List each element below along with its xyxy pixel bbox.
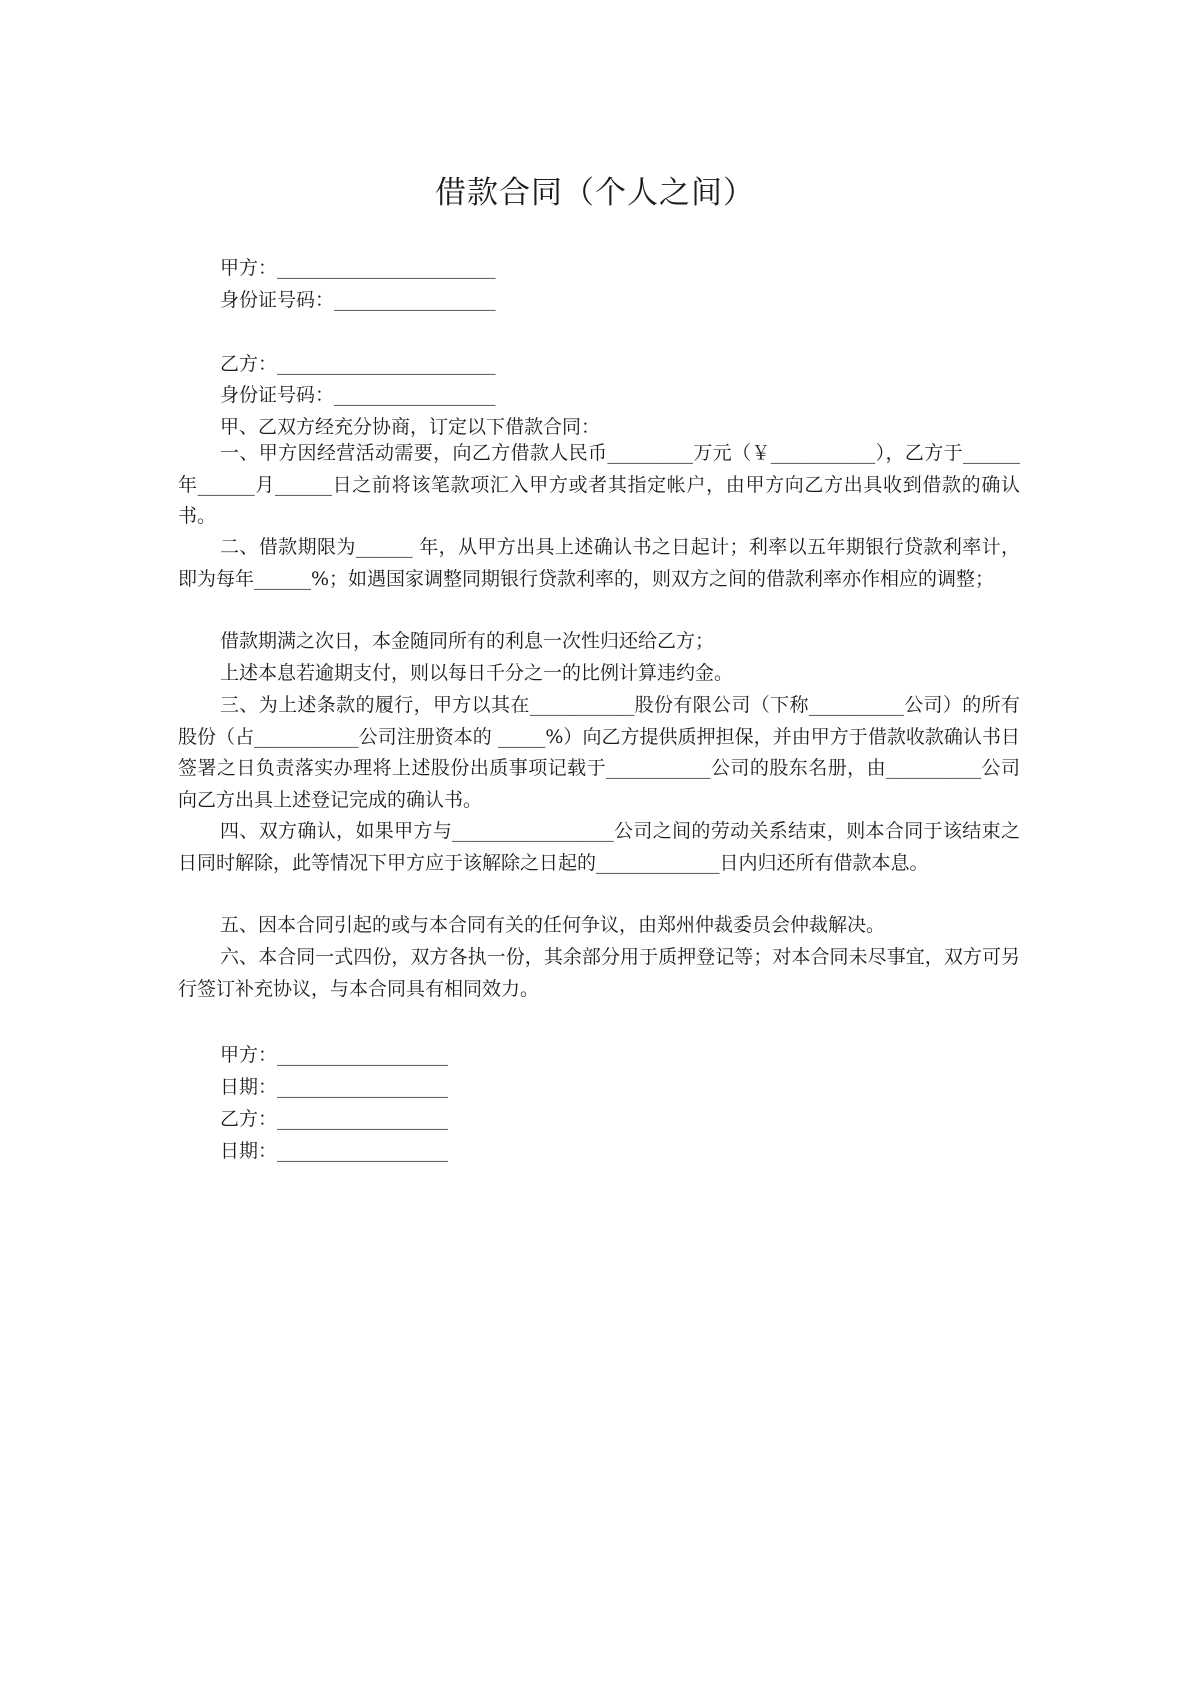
party-a-id-line: 身份证号码：_________________	[220, 289, 496, 311]
signature-date-a: 日期：__________________	[220, 1076, 449, 1098]
signature-party-b: 乙方：__________________	[220, 1108, 449, 1130]
party-a-line: 甲方：_______________________	[220, 257, 496, 279]
clause-6: 六、本合同一式四份，双方各执一份，其余部分用于质押登记等；对本合同未尽事宜，双方可另行签订补充协议，与本合同具有相同效力。	[178, 946, 1020, 1000]
clause-2: 二、借款期限为______ 年，从甲方出具上述确认书之日起计；利率以五年期银行贷款利率计，即为每年______%；如遇国家调整同期银行贷款利率的，则双方之间的借款利率亦作相应的调整；	[178, 536, 1020, 590]
clause-4: 四、双方确认，如果甲方与_________________公司之间的劳动关系结束，则本合同于该结束之日同时解除，此等情况下甲方应于该解除之日起的_____________日内归还所有借款本息。	[178, 820, 1020, 874]
intro-line: 甲、乙双方经充分协商，订定以下借款合同：	[220, 416, 601, 438]
party-b-line: 乙方：_______________________	[220, 353, 496, 375]
clause-2b: 借款期满之次日，本金随同所有的利息一次性归还给乙方；	[220, 630, 715, 652]
clause-5: 五、因本合同引起的或与本合同有关的任何争议，由郑州仲裁委员会仲裁解决。	[220, 914, 886, 936]
clause-1: 一、甲方因经营活动需要，向乙方借款人民币_________万元（￥___________），乙方于______年______月______日之前将该笔款项汇入甲方或者其指定帐户，由甲方向乙方出具收到借款的确认书。	[178, 442, 1020, 527]
party-b-id-line: 身份证号码：_________________	[220, 384, 496, 406]
clause-2c: 上述本息若逾期支付，则以每日千分之一的比例计算违约金。	[220, 662, 734, 684]
clause-3: 三、为上述条款的履行，甲方以其在___________股份有限公司（下称__________公司）的所有股份（占___________公司注册资本的 _____%）向乙方提供质押担保，并由甲方于借款收款确认书日签署之日负责落实办理将上述股份出质事项记载于___________公司的股东名册，由__________公司向乙方出具上述登记完成的确认书。	[178, 694, 1020, 811]
signature-party-a: 甲方：__________________	[220, 1044, 449, 1066]
document-title: 借款合同（个人之间）	[435, 175, 755, 211]
signature-date-b: 日期：__________________	[220, 1140, 449, 1162]
